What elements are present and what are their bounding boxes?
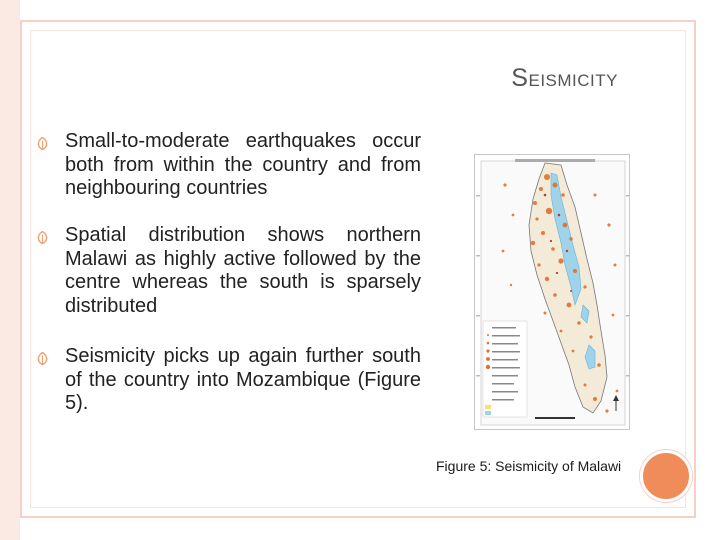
leaf-bullet-icon: [36, 137, 49, 150]
slide-title-rest: EISMICITY: [528, 71, 618, 90]
bullet-text: Seismicity picks up again further south of the country into Mozambique (Figure 5).: [65, 345, 421, 414]
bullet-text: Small-to-moderate earthquakes occur both from within the country and from neighbouring countries: [65, 130, 421, 199]
leaf-bullet-icon: [36, 352, 49, 365]
slide-title-initial: S: [511, 64, 529, 92]
leaf-bullet-icon: [36, 231, 49, 244]
seismicity-map-figure: [474, 154, 630, 430]
seismicity-map-graphic: [475, 155, 631, 431]
bullet-text: Spatial distribution shows northern Malawi as highly active followed by the centre whereas the south is sparsely distributed: [65, 224, 421, 317]
decorative-circle: [640, 450, 692, 502]
figure-caption: Figure 5: Seismicity of Malawi: [436, 458, 622, 474]
